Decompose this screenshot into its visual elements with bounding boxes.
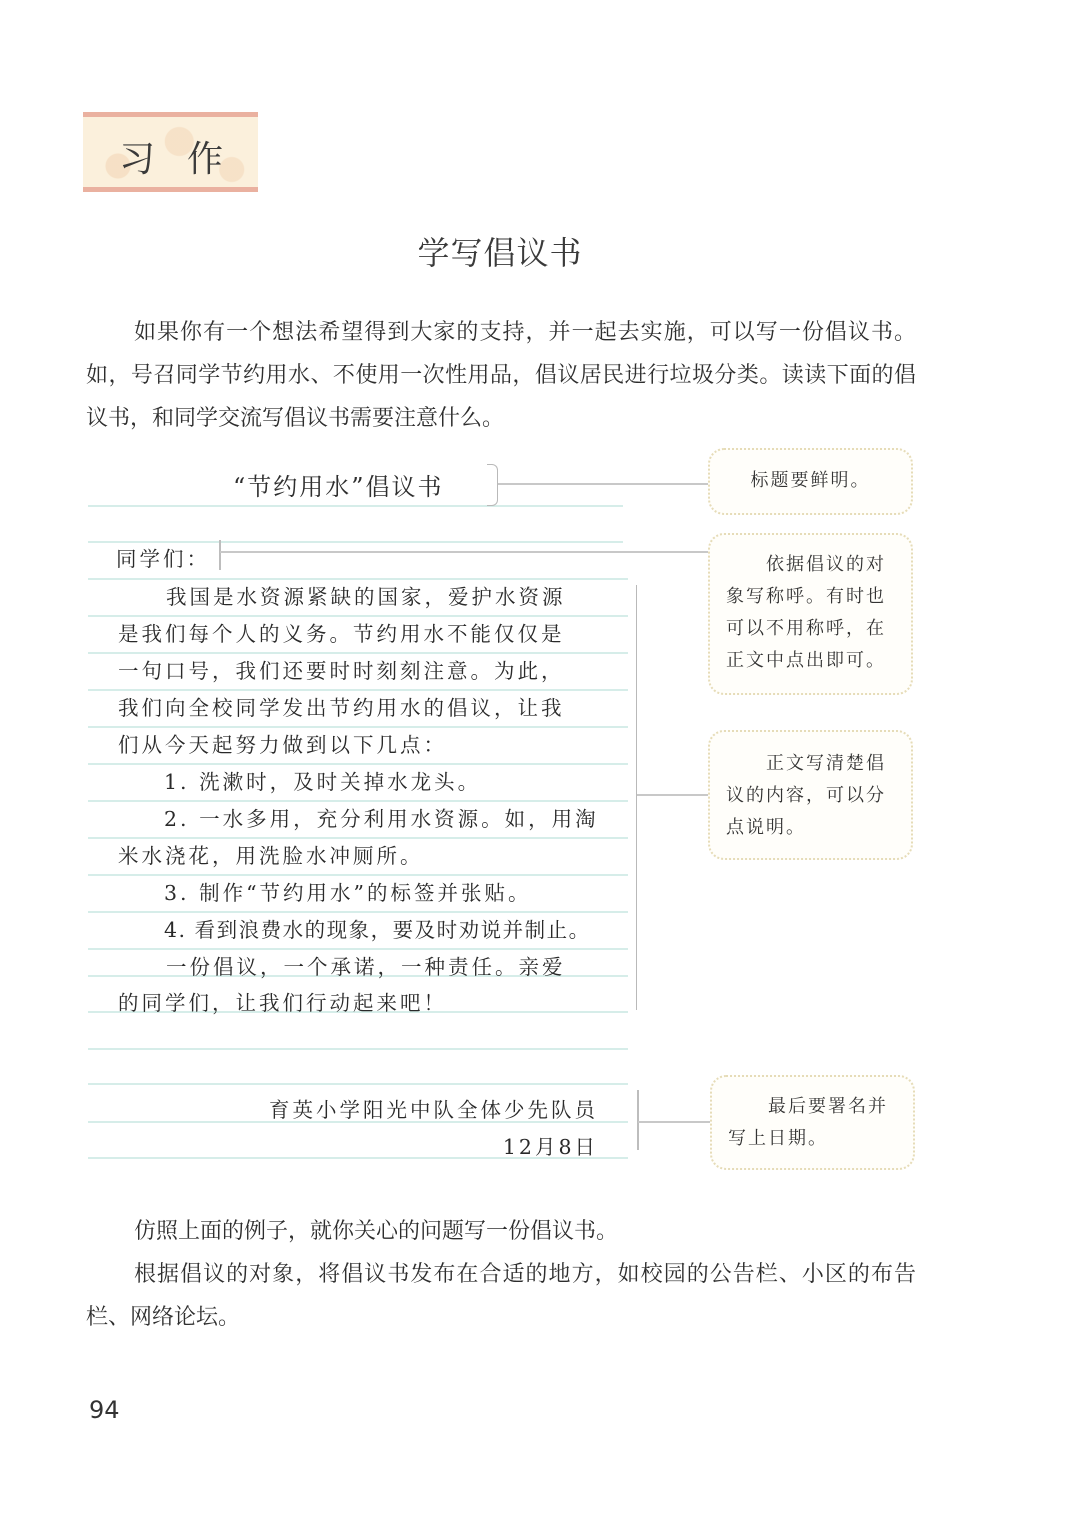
section-tag-char-1: 习 (119, 139, 156, 180)
letter-list-item-3: 3. 制作“节约用水”的标签并张贴。 (164, 881, 532, 905)
signature-bracket (637, 1090, 639, 1150)
outro-paragraph-1: 仿照上面的例子，就你关心的问题写一份倡议书。 (134, 1219, 619, 1244)
letter-body-line: 我们向全校同学发出节约用水的倡议，让我 (118, 696, 565, 720)
note-salutation: 依据倡议的对象写称呼。有时也可以不用称呼，在正文中点出即可。 (708, 533, 913, 695)
outro-paragraph-2: 根据倡议的对象，将倡议书发布在合适的地方，如校园的公告栏、小区的布告栏、网络论坛。 (86, 1262, 916, 1330)
title-bracket (487, 464, 498, 506)
page-title: 学写倡议书 (417, 234, 583, 272)
note-signature: 最后要署名并写上日期。 (710, 1075, 915, 1170)
page-number: 94 (89, 1396, 120, 1424)
body-bracket (628, 585, 637, 1010)
letter-body-line: 米水浇花，用洗脸水冲厕所。 (118, 844, 424, 868)
letter-body-line: 的同学们，让我们行动起来吧！ (118, 991, 447, 1015)
section-tag-xizuo (83, 112, 258, 192)
letter-body-line: 一份倡议，一个承诺，一种责任。亲爱 (166, 955, 566, 979)
note-body: 正文写清楚倡议的内容，可以分点说明。 (708, 730, 913, 860)
salutation-bracket (219, 540, 221, 570)
letter-title: “节约用水”倡议书 (233, 473, 444, 501)
letter-signature: 育英小学阳光中队全体少先队员 (269, 1098, 598, 1122)
intro-paragraph: 如果你有一个想法希望得到大家的支持，并一起去实施，可以写一份倡议书。如，号召同学节约用水、不使用一次性用品，倡议居民进行垃圾分类。读读下面的倡议书，和同学交流写倡议书需要注意什么。 (86, 320, 916, 431)
section-tag-char-2: 作 (187, 139, 224, 180)
letter-list-item-2: 2. 一水多用，充分利用水资源。如，用淘 (164, 807, 599, 831)
salutation-connector-line (220, 551, 708, 553)
ruled-line (88, 1083, 628, 1085)
signature-connector-line (638, 1121, 710, 1123)
title-connector-line (498, 483, 708, 485)
body-connector-line (637, 794, 708, 796)
sample-letter (88, 445, 633, 1165)
letter-salutation: 同学们： (116, 547, 210, 571)
letter-body-line: 是我们每个人的义务。节约用水不能仅仅是 (118, 622, 565, 646)
letter-body-line: 们从今天起努力做到以下几点： (118, 733, 447, 757)
note-title: 标题要鲜明。 (708, 448, 913, 515)
letter-body-line: 我国是水资源紧缺的国家，爱护水资源 (166, 585, 566, 609)
letter-list-item-4: 4. 看到浪费水的现象，要及时劝说并制止。 (164, 918, 591, 942)
letter-list-item-1: 1. 洗漱时，及时关掉水龙头。 (164, 770, 482, 794)
letter-body-line: 一句口号，我们还要时时刻刻注意。为此， (118, 659, 565, 683)
ruled-line (88, 1048, 628, 1050)
ruled-line (88, 505, 623, 507)
letter-date: 12月8日 (502, 1135, 598, 1159)
